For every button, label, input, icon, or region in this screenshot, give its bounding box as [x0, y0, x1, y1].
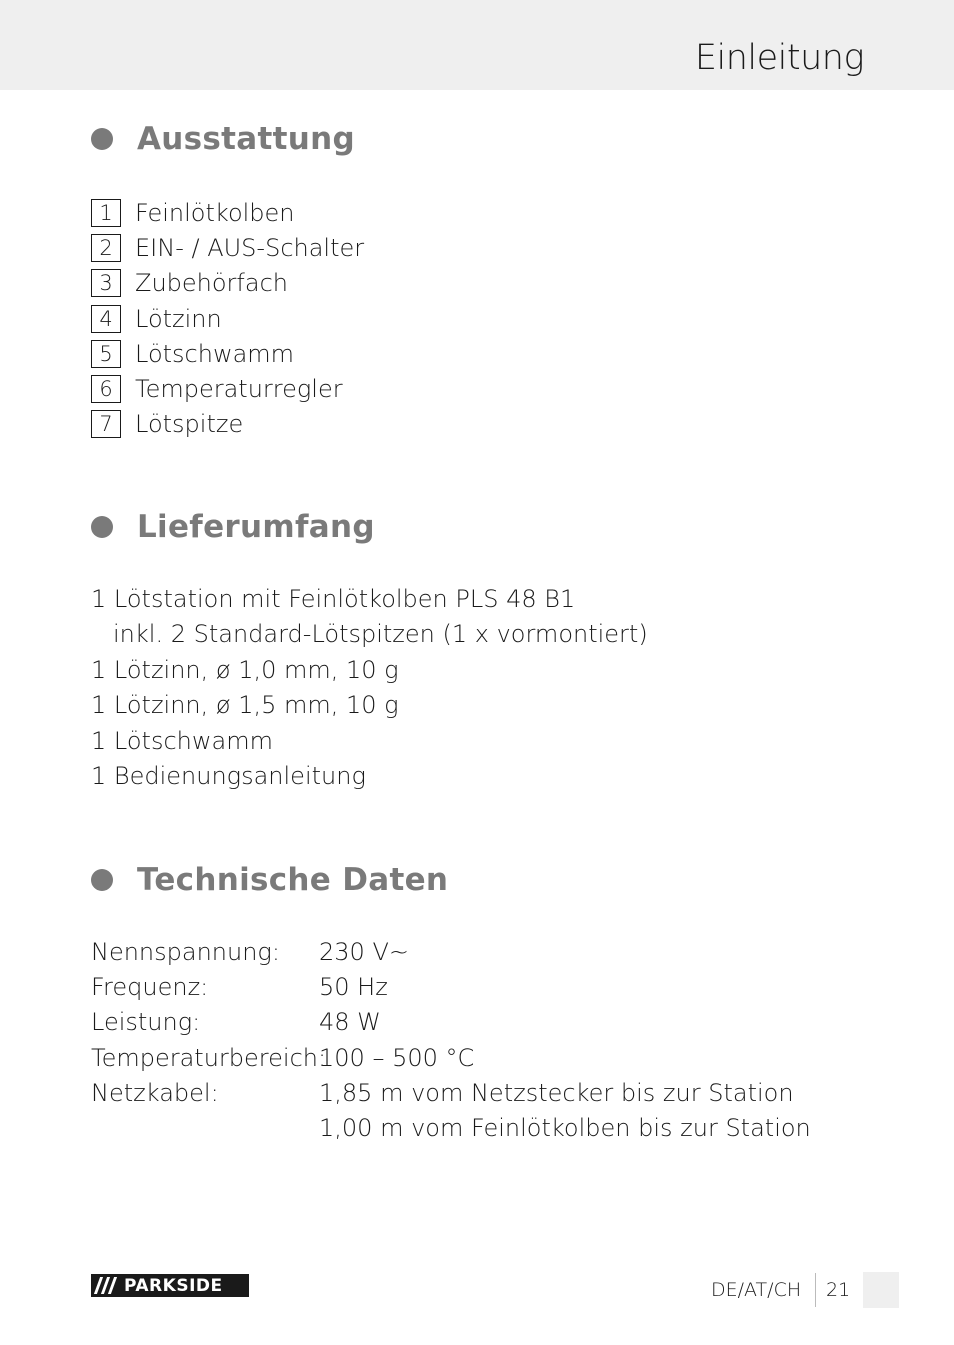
section-heading-features [91, 119, 355, 159]
section-heading-specs [91, 860, 448, 900]
spec-row [91, 1005, 811, 1040]
scope-line: 1 Lötschwamm [91, 726, 273, 755]
list-item [91, 371, 364, 406]
scope-line: 1 Lötstation mit Feinlötkolben PLS 48 B1 [91, 585, 576, 613]
scope-line: 1 Bedienungsanleitung [91, 761, 366, 790]
spec-label: Nennspannung: [91, 937, 280, 966]
item-number: 4 [91, 305, 121, 333]
spec-label: Netzkabel: [91, 1078, 219, 1107]
item-label: Lötschwamm [135, 339, 295, 368]
item-label: Temperaturregler [135, 375, 343, 404]
bullet-icon [91, 128, 113, 150]
item-label: Zubehörfach [135, 269, 288, 298]
spec-label: Leistung: [91, 1008, 201, 1037]
item-label: Feinlötkolben [135, 198, 295, 227]
logo-stripes-icon [91, 1274, 121, 1297]
item-label: Lötspitze [135, 410, 244, 439]
spec-row [91, 934, 811, 969]
list-item [91, 336, 364, 371]
scope-line: inkl. 2 Standard-Lötspitzen (1 x vormontiert) [113, 620, 648, 649]
spec-table [91, 934, 811, 1146]
list-item [91, 230, 364, 265]
spec-value: 1,00 m vom Feinlötkolben bis zur Station [319, 1114, 811, 1143]
section-heading-scope [91, 507, 375, 547]
spec-value: 1,85 m vom Netzstecker bis zur Station [319, 1078, 794, 1107]
spec-label: Temperaturbereich: [91, 1043, 327, 1072]
section-title: Lieferumfang [137, 509, 375, 545]
spec-value: 230 V~ [319, 937, 409, 966]
brand-name: PARKSIDE [124, 1275, 223, 1296]
scope-list [91, 582, 648, 794]
item-number: 3 [91, 269, 121, 297]
list-item [91, 195, 364, 230]
section-title: Ausstattung [137, 121, 355, 157]
bullet-icon [91, 869, 113, 891]
spec-label: Frequenz: [91, 972, 209, 1001]
spec-row [91, 1040, 811, 1075]
page-number: 21 [826, 1279, 851, 1301]
item-number: 2 [91, 234, 121, 262]
footer-region: DE/AT/CH [711, 1279, 802, 1301]
item-number: 6 [91, 375, 121, 403]
footer-divider [815, 1273, 816, 1307]
spec-row [91, 969, 811, 1004]
list-item [91, 266, 364, 301]
spec-value: 50 Hz [319, 972, 388, 1001]
parkside-logo [91, 1274, 249, 1297]
bullet-icon [91, 516, 113, 538]
list-item [91, 407, 364, 442]
item-number: 7 [91, 410, 121, 438]
spec-row [91, 1110, 811, 1145]
page-title: Einleitung [694, 38, 864, 78]
spec-value: 48 W [319, 1008, 381, 1037]
scope-line: 1 Lötzinn, ø 1,5 mm, 10 g [91, 691, 399, 720]
features-list [91, 195, 364, 442]
item-label: Lötzinn [135, 304, 222, 333]
spec-row [91, 1075, 811, 1110]
spec-value: 100 – 500 °C [319, 1043, 475, 1072]
item-number: 5 [91, 340, 121, 368]
item-number: 1 [91, 199, 121, 227]
footer-tab [863, 1272, 899, 1308]
scope-line: 1 Lötzinn, ø 1,0 mm, 10 g [91, 655, 399, 684]
section-title: Technische Daten [137, 862, 449, 898]
item-label: EIN- / AUS-Schalter [135, 233, 365, 262]
list-item [91, 301, 364, 336]
